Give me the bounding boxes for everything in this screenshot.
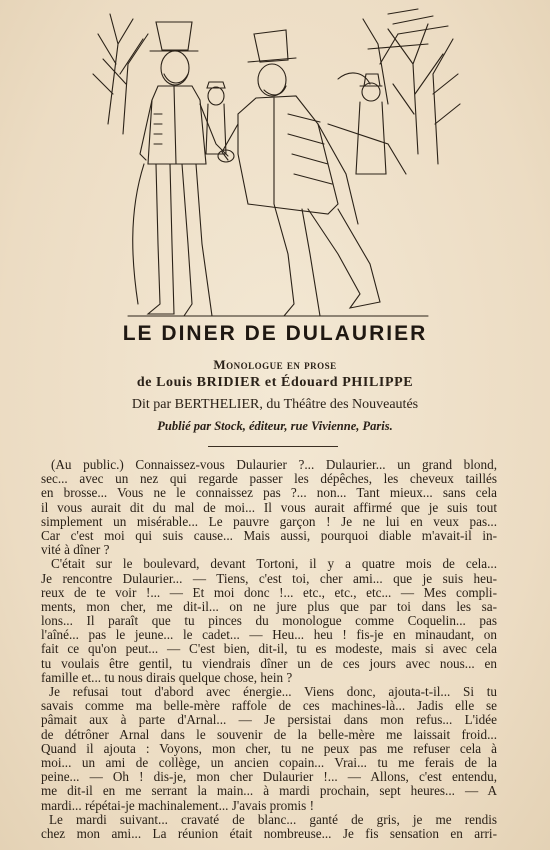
text-line: l'aîné... pas le jeune... le cadet... — Heu... heu ! fis-je en minaudant, on <box>41 628 497 643</box>
text-line: chez mon ami... La réunion était nombreuse... Je fis sensation en arri- <box>41 826 497 841</box>
text-line: sec... avec un nez qui regarde passer les dépêches, les cheveux taillés <box>41 472 497 487</box>
text-line: famille et... tu nous dirais quelque chose, hein ? <box>41 670 293 685</box>
text-line: peine... — Oh ! dis-je, mon cher Dulaurier !... — Allons, c'est entendu, <box>41 770 497 785</box>
text-line: (Au public.) Connaissez-vous Dulaurier ?... Dulaurier... un grand blond, <box>51 458 497 472</box>
text-line: Je rencontre Dulaurier... — Tiens, c'est toi, cher ami... que je suis heu- <box>41 571 497 586</box>
text-line: Le mardi suivant... cravaté de blanc... ganté de gris, je me rendis <box>49 812 497 827</box>
subtitle: Monologue en prose <box>213 357 337 372</box>
text-line: C'était sur le boulevard, devant Tortoni, il y a quatre mois de cela... <box>51 557 497 572</box>
text-line: en brosse... Vous ne le connaissez pas ?... non... Tant mieux... sans cela <box>41 486 497 501</box>
performed-by-line: Dit par BERTHELIER, du Théâtre des Nouveautés <box>131 397 419 412</box>
text-line: moi... un ami de collège, un ancien copain... Vrai... tu me ferais de la <box>41 755 497 770</box>
text-line: Je refusai tout d'abord avec énergie... Viens donc, ajouta-t-il... Si tu <box>49 685 497 699</box>
text-line: tu voulais être gentil, tu viendrais dîner un de ces jours avec nous... en <box>41 656 497 671</box>
text-line: Car c'est moi qui suis cause... Mais aussi, pourquoi diable m'avait-il in- <box>41 528 497 543</box>
text-line: mardi... répétai-je machinalement... J'avais promis ! <box>41 798 314 813</box>
text-line: fait ce qu'on peut... — C'est bien, dit-il, tu es modeste, mais si avec cela <box>41 642 497 657</box>
separator-rule <box>208 446 338 447</box>
text-line: ments, mon cher, me dit-il... on ne jure plus que par toi dans les sa- <box>41 599 497 614</box>
authors-line: de Louis BRIDIER et Édouard PHILIPPE <box>136 375 414 390</box>
publisher-line: Publié par Stock, éditeur, rue Vivienne, Paris. <box>157 419 393 433</box>
engraving-illustration <box>88 4 468 320</box>
text-line: lons... Il paraît que tu pinces du monologue comme Coquelin... pas <box>41 614 497 629</box>
text-line: Quand il ajouta : Voyons, mon cher, tu ne peux pas me refuser cela à <box>41 741 497 756</box>
page-title: LE DINER DE DULAURIER <box>122 322 428 345</box>
body-text <box>41 458 497 841</box>
text-line: savais comme ma belle-mère raffole de ces machines-là... Jadis elle se <box>41 699 497 714</box>
text-line: me dit-il en me serrant la main... à mardi prochain, sept heures... — A <box>41 784 497 799</box>
text-line: pâmait aux à parte d'Arnal... — Je persistai dans mon refus... L'idée <box>41 713 497 728</box>
text-line: simplement un misérable... Le pauvre garçon ! Je ne lui en veux pas... <box>41 514 497 529</box>
text-line: de détrôner Arnal dans le souvenir de la belle-mère me laissait froid... <box>41 727 497 742</box>
text-line: reux de te voir !... — Et moi donc !... etc., etc., etc... — Mes compli- <box>41 585 497 600</box>
text-line: il vous aurait dit du mal de moi... Il vous aurait affirmé que je suis tout <box>41 500 497 515</box>
text-line: vité à dîner ? <box>41 543 110 558</box>
